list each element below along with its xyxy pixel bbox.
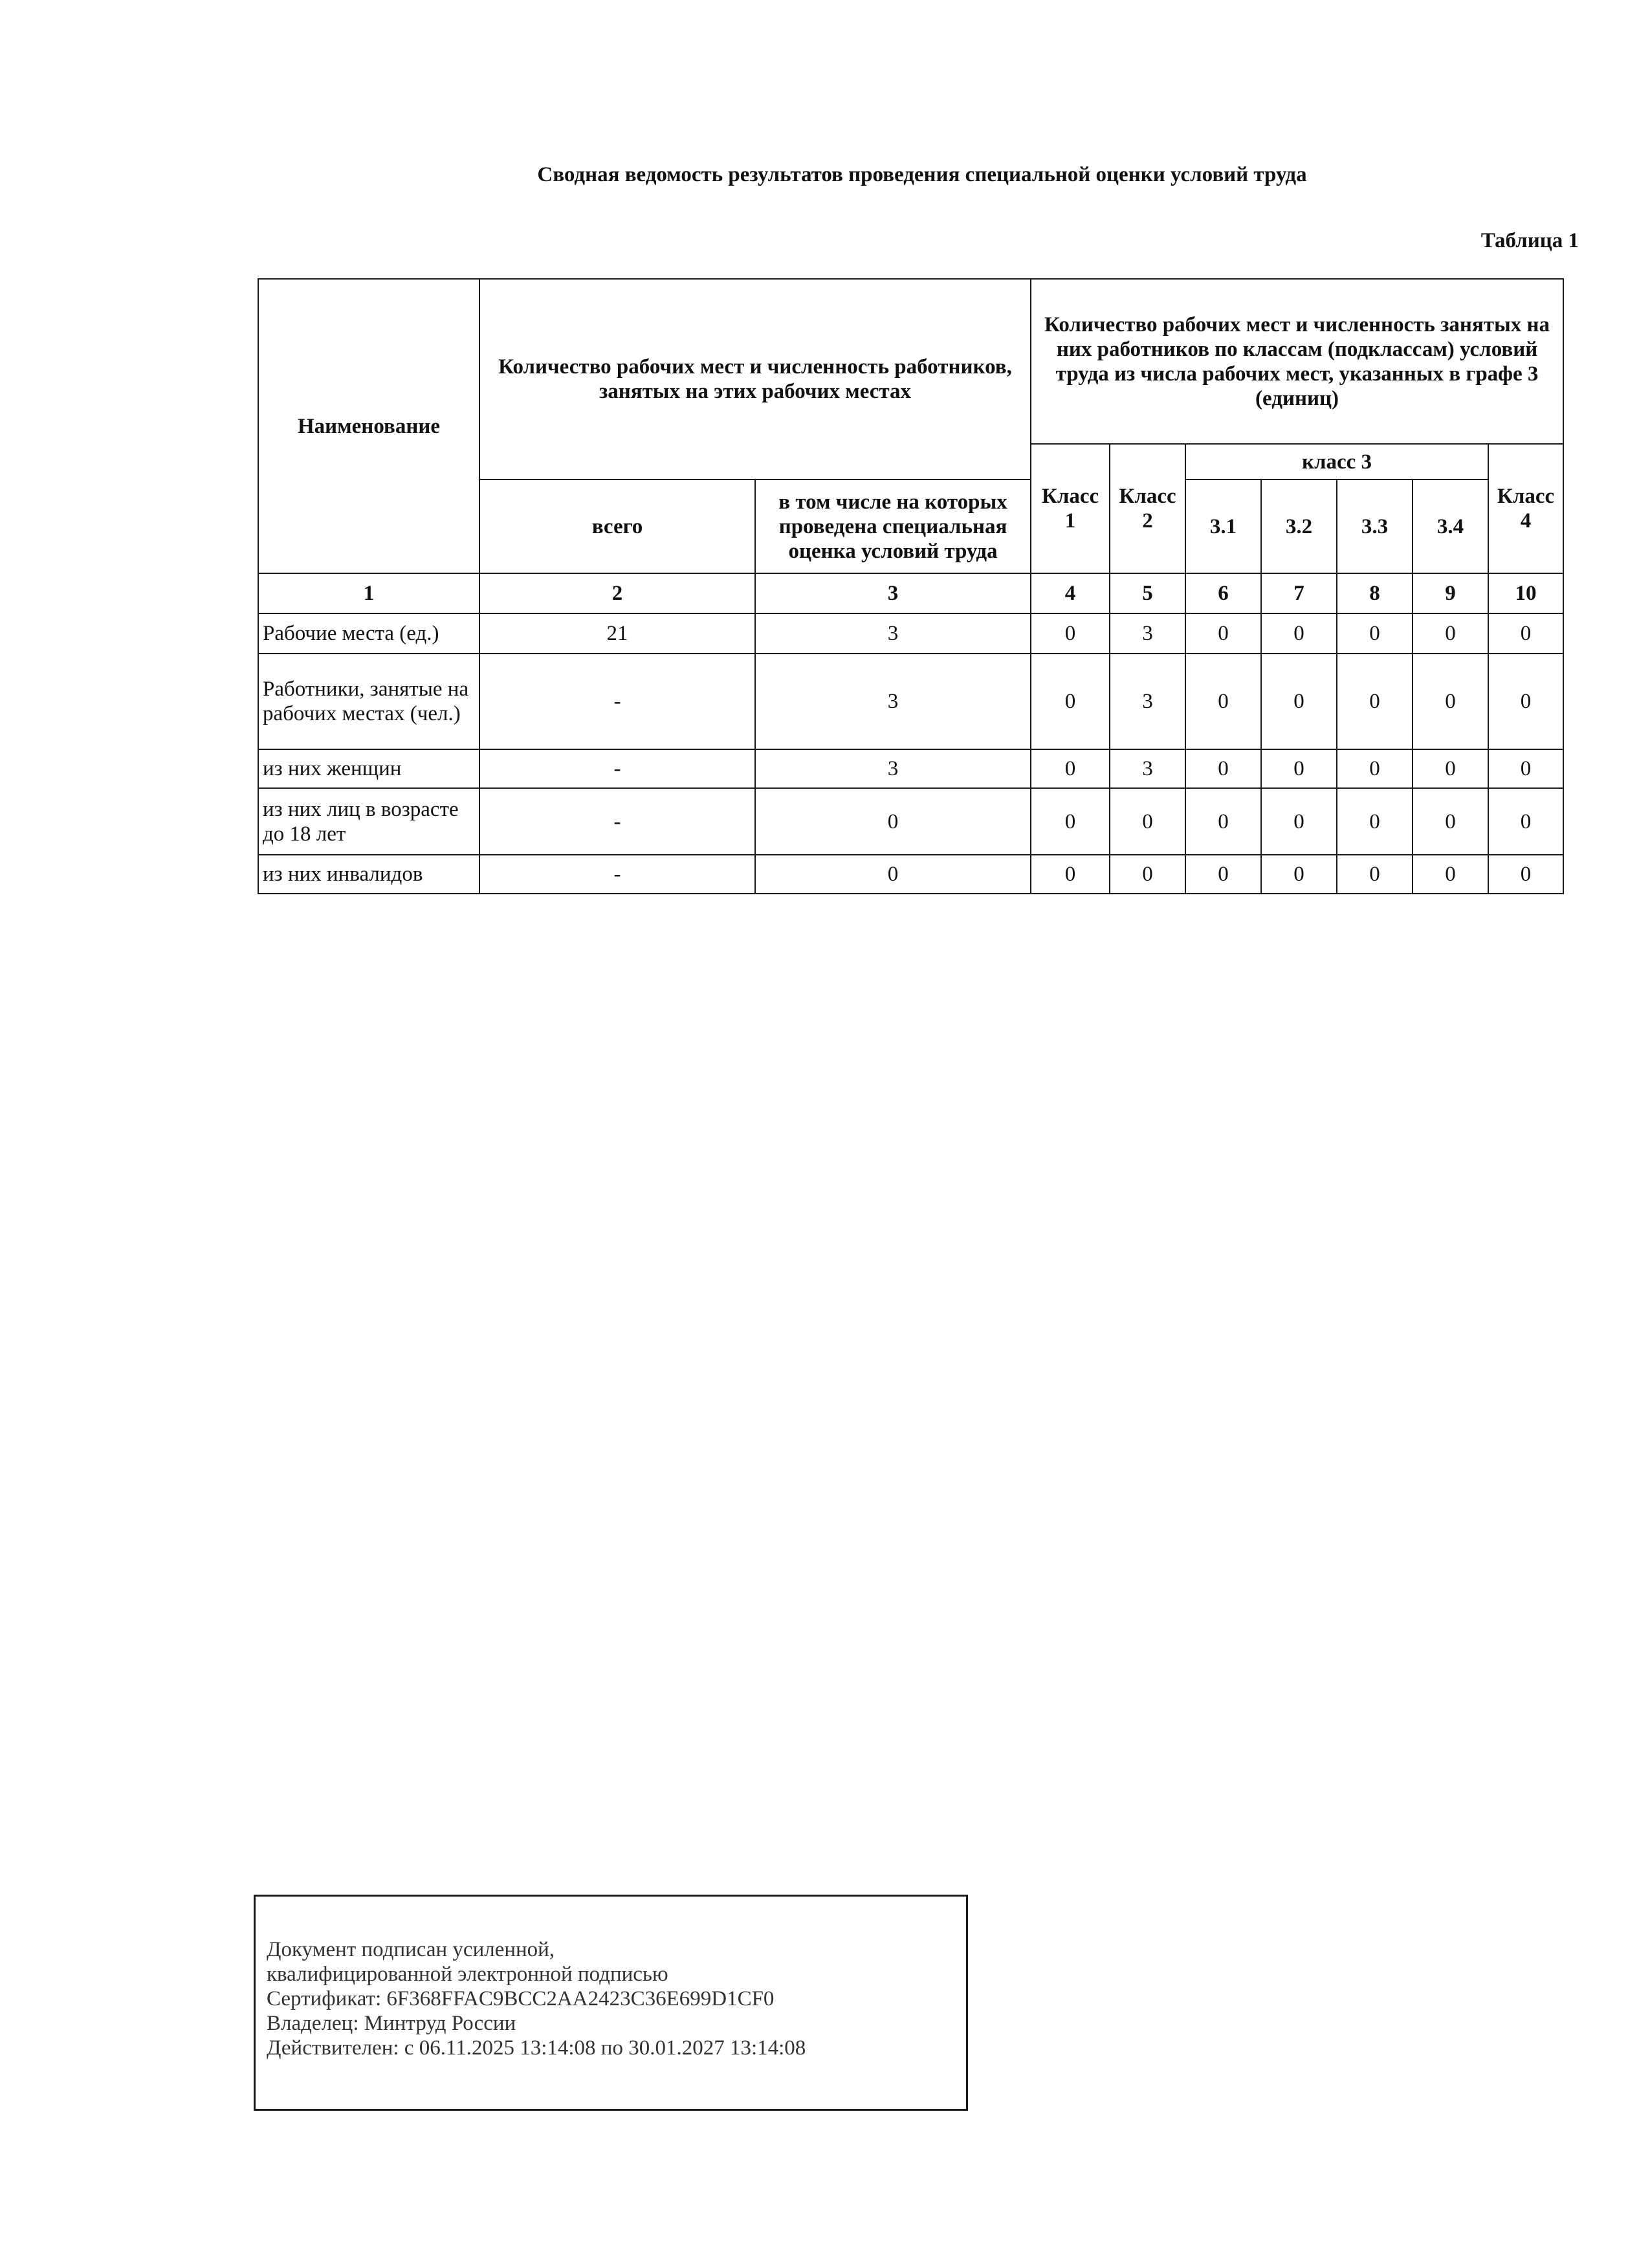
column-number: 8 [1337,573,1413,613]
table-row [258,654,1563,749]
cell-class3-3: 0 [1337,749,1413,788]
cell-class4: 0 [1488,749,1563,788]
column-number: 7 [1261,573,1337,613]
signature-owner: Владелец: Минтруд России [267,2012,516,2035]
cell-class4: 0 [1488,613,1563,654]
header-class3-3: 3.3 [1337,479,1413,573]
cell-class2: 3 [1110,613,1185,654]
cell-assessed: 0 [755,788,1031,855]
signature-validity: Действителен: с 06.11.2025 13:14:08 по 30.01.2027 13:14:08 [267,2036,806,2060]
row-name: Рабочие места (ед.) [258,613,479,654]
cell-class3-3: 0 [1337,613,1413,654]
row-name: из них женщин [258,749,479,788]
cell-class3-2: 0 [1261,749,1337,788]
cell-class4: 0 [1488,788,1563,855]
signature-certificate: Сертификат: 6F368FFAC9BCC2AA2423C36E699D1CF0 [267,1987,775,2010]
column-number: 4 [1031,573,1110,613]
cell-class1: 0 [1031,788,1110,855]
column-number: 5 [1110,573,1185,613]
cell-class3-4: 0 [1413,654,1488,749]
header-class4: Класс 4 [1488,444,1563,573]
header-total: всего [479,479,755,573]
cell-class1: 0 [1031,654,1110,749]
cell-class3-1: 0 [1185,855,1261,894]
header-class-group: Количество рабочих мест и численность занятых на них работников по классам (подклассам) условий труда из числа рабочих мест, указанных в графе 3 (единиц) [1031,279,1563,444]
column-number: 1 [258,573,479,613]
cell-class3-4: 0 [1413,613,1488,654]
cell-class2: 3 [1110,654,1185,749]
cell-class1: 0 [1031,749,1110,788]
cell-class3-3: 0 [1337,654,1413,749]
cell-total: - [479,654,755,749]
header-row-1 [258,279,1563,444]
cell-class3-4: 0 [1413,749,1488,788]
header-count-group: Количество рабочих мест и численность работников, занятых на этих рабочих местах [479,279,1031,479]
cell-class4: 0 [1488,654,1563,749]
cell-assessed: 3 [755,654,1031,749]
row-name: из них инвалидов [258,855,479,894]
document-title: Сводная ведомость результатов проведения специальной оценки условий труда [537,163,1307,186]
header-assessed: в том числе на которых проведена специальная оценка условий труда [755,479,1031,573]
header-name: Наименование [258,279,479,573]
cell-class1: 0 [1031,855,1110,894]
cell-class4: 0 [1488,855,1563,894]
cell-assessed: 3 [755,749,1031,788]
table-label: Таблица 1 [1480,229,1579,252]
column-number: 10 [1488,573,1563,613]
cell-class3-2: 0 [1261,613,1337,654]
cell-class3-2: 0 [1261,654,1337,749]
summary-table [258,278,1564,894]
cell-assessed: 0 [755,855,1031,894]
cell-class3-1: 0 [1185,613,1261,654]
cell-class3-1: 0 [1185,788,1261,855]
column-number: 9 [1413,573,1488,613]
cell-total: - [479,749,755,788]
header-class3-4: 3.4 [1413,479,1488,573]
table-row [258,788,1563,855]
table-row [258,855,1563,894]
cell-class2: 3 [1110,749,1185,788]
column-number: 3 [755,573,1031,613]
cell-total: - [479,855,755,894]
cell-class2: 0 [1110,855,1185,894]
column-number-row [258,573,1563,613]
header-class1: Класс 1 [1031,444,1110,573]
column-number: 2 [479,573,755,613]
cell-class3-4: 0 [1413,855,1488,894]
electronic-signature-stamp [254,1895,968,2111]
header-class3-2: 3.2 [1261,479,1337,573]
cell-class3-3: 0 [1337,788,1413,855]
cell-class3-2: 0 [1261,788,1337,855]
cell-class3-3: 0 [1337,855,1413,894]
cell-class3-2: 0 [1261,855,1337,894]
cell-class3-1: 0 [1185,749,1261,788]
table-row [258,749,1563,788]
table-row [258,613,1563,654]
cell-total: 21 [479,613,755,654]
cell-class3-4: 0 [1413,788,1488,855]
cell-assessed: 3 [755,613,1031,654]
signature-line: квалифицированной электронной подписью [267,1963,668,1986]
cell-total: - [479,788,755,855]
header-class2: Класс 2 [1110,444,1185,573]
header-class3: класс 3 [1185,444,1488,479]
header-class3-1: 3.1 [1185,479,1261,573]
signature-line: Документ подписан усиленной, [267,1938,555,1961]
cell-class2: 0 [1110,788,1185,855]
cell-class1: 0 [1031,613,1110,654]
row-name: из них лиц в возрасте до 18 лет [258,788,479,855]
cell-class3-1: 0 [1185,654,1261,749]
row-name: Работники, занятые на рабочих местах (чел.) [258,654,479,749]
column-number: 6 [1185,573,1261,613]
